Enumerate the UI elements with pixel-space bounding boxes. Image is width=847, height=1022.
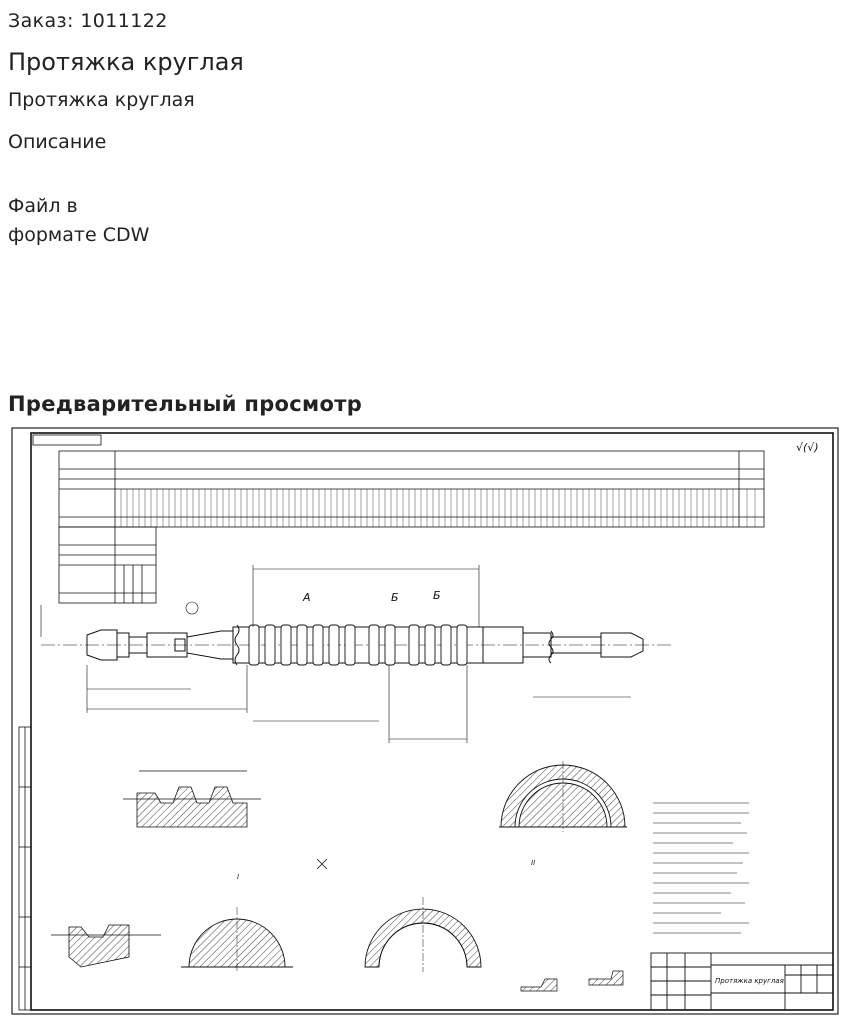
order-label: Заказ: [8, 10, 74, 32]
teeth-table-columns [121, 489, 755, 527]
view-label-b2: Б [433, 589, 441, 602]
title-block-drawing-name: Протяжка круглая [715, 977, 784, 985]
surface-finish-symbol: √(√) [796, 441, 819, 454]
technical-drawing [11, 427, 839, 1016]
file-format-line-1: Файл в [8, 195, 78, 217]
detail-tooth-profile-2 [51, 925, 161, 967]
small-parameter-table [59, 527, 156, 603]
description-label: Описание [8, 131, 107, 153]
product-title: Протяжка круглая [8, 48, 244, 76]
order-line [8, 8, 168, 34]
teeth-table [59, 451, 764, 527]
file-format-info [8, 192, 208, 250]
drawing-preview-image[interactable] [11, 427, 839, 1016]
technical-notes [653, 803, 749, 933]
section-view-center [365, 897, 481, 972]
top-stamp-box [33, 435, 101, 445]
small-detail-views [521, 971, 623, 991]
section-view-left [181, 907, 293, 972]
sheet-outer-frame [12, 428, 838, 1014]
view-label-b1: Б [391, 591, 399, 604]
order-number: 1011122 [80, 10, 168, 32]
section-view-right [499, 761, 627, 832]
preview-heading: Предварительный просмотр [8, 392, 363, 416]
product-subtitle: Протяжка круглая [8, 89, 195, 111]
detail-tooth-profile-1 [123, 771, 261, 827]
file-format-line-2: формате CDW [8, 224, 150, 246]
section-label-1: I [237, 873, 240, 881]
view-label-a: А [303, 591, 311, 604]
center-cross-mark [317, 859, 327, 869]
section-label-2: II [531, 859, 536, 867]
left-margin-strips [19, 727, 31, 1010]
broach-body [41, 625, 671, 665]
